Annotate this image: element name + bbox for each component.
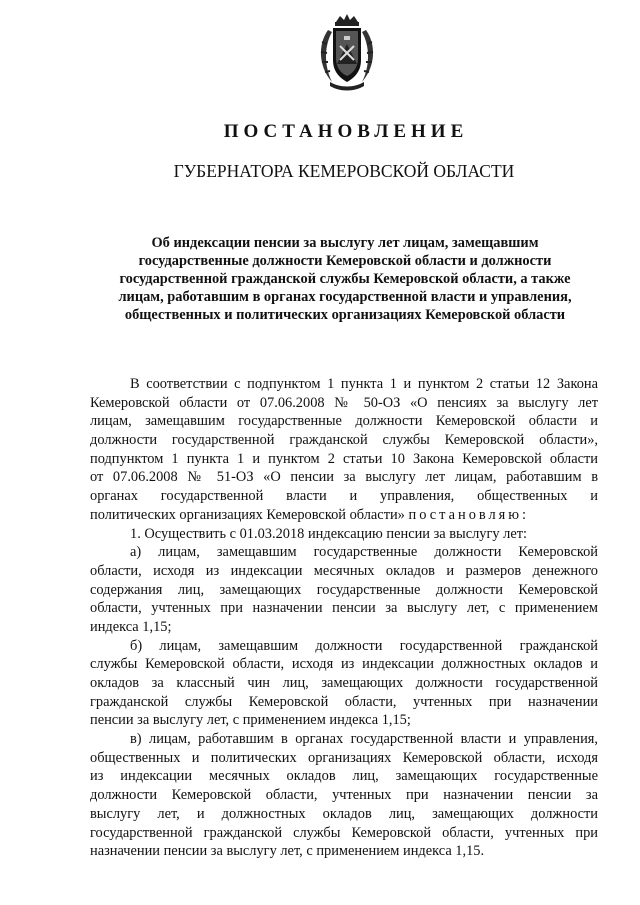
heading-line: общественных и политических организациях Кемеровской области bbox=[124, 307, 566, 323]
body-line: а) лицам, замещавшим государственные должности Кемеровской bbox=[130, 544, 598, 561]
document-type-title: ПОСТАНОВЛЕНИЕ bbox=[223, 121, 469, 142]
body-line: Кемеровской области от 07.06.2008 № 50-ОЗ «О пенсиях за выслугу лет bbox=[90, 394, 598, 411]
document-heading bbox=[90, 234, 600, 324]
body-line: лицам, замещавшим государственные должности Кемеровской области и bbox=[90, 413, 598, 430]
heading-line: государственной гражданской службы Кемеровской области, а также bbox=[119, 271, 571, 287]
body-line: должности государственной гражданской службы Кемеровской области», bbox=[90, 432, 598, 449]
body-line: области, учтенных при назначении пенсии за выслугу лет, с применением bbox=[90, 600, 598, 617]
heading-line: Об индексации пенсии за выслугу лет лицам, замещавшим bbox=[151, 235, 539, 251]
body-line: в) лицам, работавшим в органах государственной власти и управления, bbox=[130, 731, 598, 748]
body-line: из индексации месячных окладов лиц, замещающих государственные bbox=[90, 768, 598, 785]
body-line: службы Кемеровской области, исходя из индексации должностных окладов и bbox=[90, 656, 598, 673]
body-line: общественных и политических организациях Кемеровской области, исходя bbox=[90, 749, 598, 766]
body-line: индекса 1,15; bbox=[90, 618, 172, 635]
body-line: политических организациях Кемеровской области» bbox=[90, 506, 405, 523]
body-line: подпунктом 1 пункта 1 и пунктом 2 статьи 10 Закона Кемеровской области bbox=[90, 450, 598, 467]
body-line: гражданской службы Кемеровской области, учтенных при назначении bbox=[90, 693, 598, 710]
body-line: окладов за классный чин лиц, замещающих должности государственной bbox=[90, 675, 598, 691]
body-line: органах государственной власти и управления, общественных и bbox=[90, 488, 598, 505]
issuer-subtitle: ГУБЕРНАТОРА КЕМЕРОВСКОЙ ОБЛАСТИ bbox=[173, 161, 515, 181]
body-line: содержания лиц, замещающих государственные должности Кемеровской bbox=[90, 581, 598, 598]
body-line: должности Кемеровской области, учтенных при назначении пенсии за bbox=[90, 787, 598, 804]
heading-line: лицам, работавшим в органах государственной власти и управления, bbox=[118, 289, 572, 305]
body-line: В соответствии с подпунктом 1 пункта 1 и пунктом 2 статьи 12 Закона bbox=[130, 376, 598, 392]
body-line: выслугу лет, и должностных окладов лиц, замещающих должности bbox=[90, 805, 598, 822]
body-line: б) лицам, замещавшим должности государственной гражданской bbox=[130, 637, 598, 654]
body-line: назначении пенсии за выслугу лет, с применением индекса 1,15. bbox=[90, 843, 485, 860]
body-line: области, исходя из индексации месячных окладов и размеров денежного bbox=[90, 562, 598, 579]
decree-word: постановляю: bbox=[408, 506, 530, 523]
body-line-decree bbox=[90, 506, 598, 525]
heading-line: государственные должности Кемеровской области и должности bbox=[138, 253, 552, 269]
body-line: государственной гражданской службы Кемеровской области, учтенных при bbox=[90, 824, 598, 841]
body-line: 1. Осуществить с 01.03.2018 индексацию пенсии за выслугу лет: bbox=[130, 525, 528, 542]
body-line: от 07.06.2008 № 51-ОЗ «О пенсии за выслугу лет лицам, работавшим в bbox=[90, 469, 598, 486]
coat-of-arms-emblem bbox=[316, 14, 378, 94]
body-line: пенсии за выслугу лет, с применением индекса 1,15; bbox=[90, 712, 411, 729]
document-body bbox=[90, 375, 598, 861]
